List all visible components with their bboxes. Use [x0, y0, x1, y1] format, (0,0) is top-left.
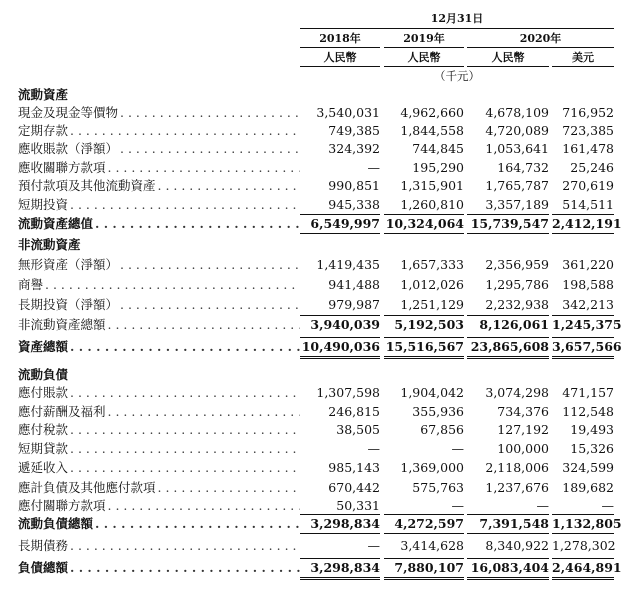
row-value-col-4: 1,245,375 [552, 317, 622, 332]
double-rule [300, 579, 380, 580]
row-value-col-1: 670,442 [328, 480, 380, 495]
header-currency-2: 人民幣 [407, 51, 441, 64]
row-value-col-3: 16,083,404 [470, 560, 549, 575]
row-value-col-2: 195,290 [412, 160, 464, 175]
row-value-col-4: 2,412,191 [552, 216, 622, 231]
row-value-col-3: 1,765,787 [485, 178, 549, 193]
section-heading: 流動負債 [18, 367, 69, 382]
row-label-container [18, 177, 300, 195]
section-heading: 流動資產 [18, 87, 69, 102]
row-value-col-4: 1,132,805 [552, 516, 622, 531]
header-currency-underline-2 [384, 66, 464, 67]
row-value-col-3: 127,192 [497, 422, 549, 437]
row-value-col-3: 1,053,641 [485, 141, 549, 156]
row-label: 預付款項及其他流動資產 . . . [18, 177, 300, 195]
row-label-container [18, 537, 300, 555]
row-label: 現金及現金等價物 . . . [18, 104, 300, 122]
row-value-col-4: 1,278,302 [552, 538, 616, 553]
rule-below [552, 233, 614, 234]
row-value-col-2: 355,936 [412, 404, 464, 419]
row-label-container [18, 479, 300, 497]
section-heading-row [0, 86, 625, 104]
row-value-col-1: 324,392 [328, 141, 380, 156]
row-label: 短期貸款 . . . [18, 440, 300, 458]
row-label-container [18, 140, 300, 158]
row-value-col-1: — [367, 538, 380, 553]
row-value-col-1: 3,298,834 [310, 560, 380, 575]
row-label-container [18, 159, 300, 177]
row-label: 商譽 . . . [18, 276, 300, 294]
row-label: 流動資產總值 . . . [18, 215, 300, 233]
row-value-col-3: 3,357,189 [485, 197, 549, 212]
row-value-col-2: 1,012,026 [400, 277, 464, 292]
row-value-col-2: — [451, 441, 464, 456]
row-value-col-2: 3,414,628 [400, 538, 464, 553]
row-label-container [18, 515, 300, 533]
row-value-col-3: 7,391,548 [479, 516, 549, 531]
rule-below [467, 577, 549, 578]
row-value-col-2: 1,657,333 [400, 257, 464, 272]
row-value-col-4: 270,619 [562, 178, 614, 193]
header-year-underline-2019 [384, 47, 464, 48]
table-row [0, 497, 625, 515]
row-label-container [18, 316, 300, 334]
header-currency-underline-1 [300, 66, 380, 67]
row-value-col-3: 3,074,298 [485, 385, 549, 400]
row-value-col-1: 990,851 [328, 178, 380, 193]
header-currency-4: 美元 [572, 51, 594, 64]
table-row [0, 256, 625, 274]
row-value-col-4: 161,478 [562, 141, 614, 156]
table-row [0, 479, 625, 497]
row-value-col-4: 3,657,566 [552, 339, 622, 354]
double-rule [552, 579, 614, 580]
row-label-container [18, 196, 300, 214]
row-value-col-2: 4,272,597 [394, 516, 464, 531]
header-date-underline [300, 28, 614, 29]
row-value-col-1: 945,338 [328, 197, 380, 212]
row-value-col-1: 3,540,031 [316, 105, 380, 120]
table-row [0, 140, 625, 158]
header-currency-1: 人民幣 [323, 51, 357, 64]
table-row [0, 276, 625, 294]
rule-below [384, 533, 464, 534]
row-label: 應計負債及其他應付款項 . . . [18, 479, 300, 497]
row-value-col-3: 4,678,109 [485, 105, 549, 120]
double-rule [467, 358, 549, 359]
row-label: 流動負債總額 . . . [18, 515, 300, 533]
header-year-underline-2020 [467, 47, 614, 48]
row-label: 遞延收入 . . . [18, 459, 300, 477]
row-label-container [18, 421, 300, 439]
row-value-col-3: 1,237,676 [485, 480, 549, 495]
row-value-col-3: 2,118,006 [485, 460, 549, 475]
section-heading-row [0, 236, 625, 254]
rule-below [384, 577, 464, 578]
row-value-col-4: 471,157 [562, 385, 614, 400]
row-value-col-1: 941,488 [328, 277, 380, 292]
row-value-col-1: 50,331 [336, 498, 380, 513]
table-row [0, 440, 625, 458]
row-value-col-3: — [536, 498, 549, 513]
double-rule [300, 358, 380, 359]
table-row [0, 384, 625, 402]
row-value-col-2: 1,251,129 [400, 297, 464, 312]
row-value-col-1: 979,987 [328, 297, 380, 312]
row-label: 應付稅款 . . . [18, 421, 300, 439]
rule-below [552, 577, 614, 578]
header-currency-underline-4 [552, 66, 614, 67]
section-heading: 非流動資產 [18, 237, 81, 252]
row-value-col-2: 1,904,042 [400, 385, 464, 400]
row-value-col-4: 198,588 [562, 277, 614, 292]
double-rule [467, 579, 549, 580]
row-value-col-2: 575,763 [412, 480, 464, 495]
row-label: 長期投資（淨額） . . . [18, 296, 300, 314]
header-currency-underline-3 [467, 66, 549, 67]
row-value-col-4: 723,385 [562, 123, 614, 138]
header-year-2018: 2018年 [319, 32, 361, 45]
table-row [0, 159, 625, 177]
row-value-col-3: 4,720,089 [485, 123, 549, 138]
row-value-col-2: 67,856 [420, 422, 464, 437]
row-value-col-2: 1,844,558 [400, 123, 464, 138]
row-value-col-1: 10,490,036 [301, 339, 380, 354]
row-value-col-1: 3,940,039 [310, 317, 380, 332]
row-value-col-3: 734,376 [497, 404, 549, 419]
row-value-col-2: 5,192,503 [394, 317, 464, 332]
row-label-container [18, 459, 300, 477]
row-value-col-1: — [367, 160, 380, 175]
rule-below [467, 533, 549, 534]
section-heading-row [0, 366, 625, 384]
table-row [0, 104, 625, 122]
row-label-container [18, 276, 300, 294]
row-label: 資產總額 . . . [18, 338, 300, 356]
row-label: 無形資產（淨額） . . . [18, 256, 300, 274]
row-label: 應付薪酬及福利 . . . [18, 403, 300, 421]
table-row [0, 515, 625, 533]
row-value-col-4: 324,599 [562, 460, 614, 475]
row-label-container [18, 338, 300, 356]
row-value-col-1: 3,298,834 [310, 516, 380, 531]
table-row [0, 403, 625, 421]
row-value-col-1: 1,419,435 [316, 257, 380, 272]
row-value-col-2: 744,845 [412, 141, 464, 156]
row-value-col-2: 10,324,064 [385, 216, 464, 231]
row-label-container [18, 256, 300, 274]
rule-below [552, 533, 614, 534]
table-row [0, 196, 625, 214]
row-value-col-4: 15,326 [570, 441, 614, 456]
row-value-col-4: 342,213 [562, 297, 614, 312]
row-value-col-4: — [601, 498, 614, 513]
row-value-col-3: 164,732 [497, 160, 549, 175]
table-row [0, 122, 625, 140]
table-row [0, 215, 625, 233]
row-value-col-2: 15,516,567 [385, 339, 464, 354]
row-value-col-4: 19,493 [570, 422, 614, 437]
row-value-col-3: 8,126,061 [479, 317, 549, 332]
table-row [0, 559, 625, 577]
table-row [0, 459, 625, 477]
row-label: 負債總額 . . . [18, 559, 300, 577]
table-row [0, 316, 625, 334]
table-row [0, 296, 625, 314]
row-label: 應收賬款（淨額） . . . [18, 140, 300, 158]
row-value-col-4: 361,220 [562, 257, 614, 272]
row-value-col-4: 2,464,891 [552, 560, 622, 575]
row-label-container [18, 215, 300, 233]
rule-below [552, 356, 614, 357]
row-label: 長期債務 . . . [18, 537, 300, 555]
row-label: 應收關聯方款項 . . . [18, 159, 300, 177]
row-label-container [18, 384, 300, 402]
row-value-col-3: 15,739,547 [470, 216, 549, 231]
row-label-container [18, 296, 300, 314]
row-value-col-1: 985,143 [328, 460, 380, 475]
row-value-col-2: 4,962,660 [400, 105, 464, 120]
rule-below [384, 356, 464, 357]
row-value-col-3: 23,865,608 [470, 339, 549, 354]
row-value-col-3: 2,232,938 [485, 297, 549, 312]
rule-below [300, 233, 380, 234]
row-value-col-2: 1,315,901 [400, 178, 464, 193]
row-value-col-4: 189,682 [562, 480, 614, 495]
double-rule [384, 358, 464, 359]
row-value-col-3: 100,000 [497, 441, 549, 456]
row-label-container [18, 497, 300, 515]
row-value-col-1: 38,505 [336, 422, 380, 437]
row-label-container [18, 104, 300, 122]
header-date: 12月31日 [430, 12, 484, 25]
row-value-col-1: 246,815 [328, 404, 380, 419]
rule-below [467, 356, 549, 357]
row-value-col-4: 514,511 [562, 197, 614, 212]
rule-below [467, 233, 549, 234]
row-value-col-4: 25,246 [570, 160, 614, 175]
rule-below [300, 533, 380, 534]
header-year-2019: 2019年 [403, 32, 445, 45]
row-label: 定期存款 . . . [18, 122, 300, 140]
row-label: 非流動資產總額 . . . [18, 316, 300, 334]
header-currency-3: 人民幣 [491, 51, 525, 64]
double-rule [384, 579, 464, 580]
row-label: 應付關聯方款項 . . . [18, 497, 300, 515]
rule-below [300, 577, 380, 578]
row-value-col-1: 1,307,598 [316, 385, 380, 400]
row-value-col-2: — [451, 498, 464, 513]
rule-below [300, 356, 380, 357]
row-label-container [18, 403, 300, 421]
row-value-col-1: 749,385 [328, 123, 380, 138]
row-value-col-2: 7,880,107 [394, 560, 464, 575]
row-value-col-4: 112,548 [562, 404, 614, 419]
row-value-col-3: 8,340,922 [485, 538, 549, 553]
header-year-underline-2018 [300, 47, 380, 48]
row-value-col-2: 1,260,810 [400, 197, 464, 212]
row-label: 應付賬款 . . . [18, 384, 300, 402]
row-value-col-2: 1,369,000 [400, 460, 464, 475]
rule-below [384, 233, 464, 234]
table-row [0, 537, 625, 555]
row-value-col-3: 2,356,959 [485, 257, 549, 272]
row-label-container [18, 440, 300, 458]
header-year-2020: 2020年 [519, 32, 562, 45]
row-label-container [18, 559, 300, 577]
row-value-col-1: — [367, 441, 380, 456]
row-value-col-1: 6,549,997 [310, 216, 380, 231]
header-unit: （千元） [434, 69, 480, 83]
row-value-col-4: 716,952 [562, 105, 614, 120]
table-row [0, 177, 625, 195]
double-rule [552, 358, 614, 359]
row-label: 短期投資 . . . [18, 196, 300, 214]
table-row [0, 421, 625, 439]
row-value-col-3: 1,295,786 [485, 277, 549, 292]
row-label-container [18, 122, 300, 140]
table-row [0, 338, 625, 356]
